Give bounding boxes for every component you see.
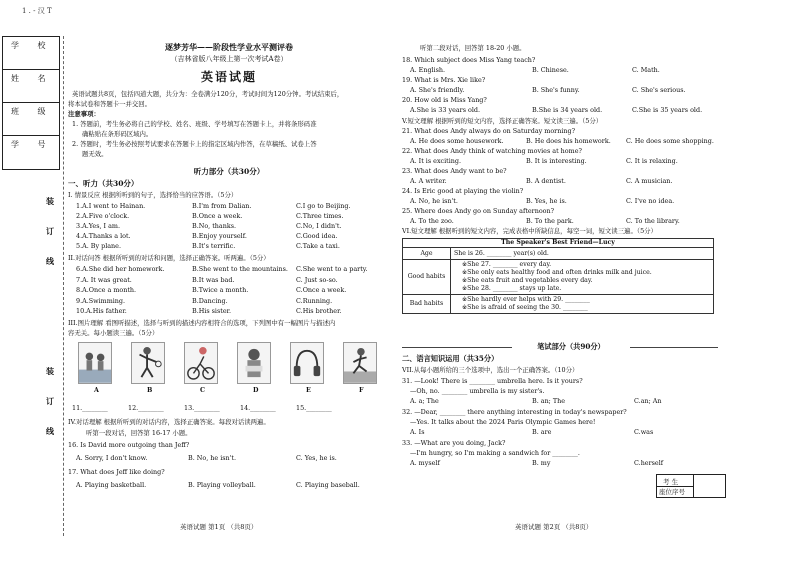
option[interactable]: C. Yes, he is.	[296, 454, 337, 462]
option[interactable]: B.Enjoy yourself.	[192, 232, 247, 240]
exam-series: 逐梦芳华——阶段性学业水平测评卷	[165, 42, 293, 52]
binding-line	[63, 36, 64, 536]
question: 25. Where does Andy go on Sunday afternoon?	[402, 207, 555, 215]
option[interactable]: C.She went to a party.	[296, 265, 368, 273]
binding-char: 线	[46, 426, 54, 436]
option[interactable]: A. It is exciting.	[410, 157, 462, 165]
right-column	[402, 44, 726, 514]
option[interactable]: B.It was bad.	[192, 275, 235, 284]
option[interactable]: A. English.	[410, 66, 446, 74]
question: 21. What does Andy always do on Saturday morning?	[402, 127, 576, 135]
picture-d	[237, 342, 271, 384]
question: 19. What is Mrs. Xie like?	[402, 76, 486, 84]
question: 18. Which subject does Miss Yang teach?	[402, 56, 536, 64]
option[interactable]: B. are	[532, 428, 552, 436]
notice-item: 2. 答题时，考生务必按照考试要求在答题卡上的指定区域内作答，在草稿纸、试卷上答	[72, 140, 317, 148]
table-row-label: Good habits	[403, 260, 451, 295]
option[interactable]: B. Chinese.	[532, 66, 569, 74]
notice-title: 注意事项：	[68, 110, 100, 118]
name-label: 姓 名	[11, 74, 54, 83]
instruction: 听第一段对话，回答第 16-17 小题。	[86, 429, 192, 437]
notice-item: 确粘贴在条形码区域内。	[82, 130, 153, 138]
girl-reading-icon	[238, 343, 270, 383]
option[interactable]: 6.A.She did her homework.	[76, 265, 165, 273]
picture-label: D	[253, 387, 259, 394]
wave-people-icon	[79, 343, 111, 383]
binding-char: 线	[46, 256, 54, 266]
option[interactable]: B.Dancing.	[192, 296, 228, 305]
option[interactable]: C.herself	[634, 459, 664, 467]
option[interactable]: C.Once a week.	[296, 286, 347, 294]
question: 17. What does Jeff like doing?	[68, 468, 165, 476]
option[interactable]: A. No, he isn't.	[410, 197, 458, 205]
binding-char: 装	[46, 196, 54, 206]
option[interactable]: C. I've no idea.	[626, 197, 675, 205]
school-field[interactable]	[3, 37, 59, 70]
student-info-box	[2, 36, 60, 170]
instruction: III.图片理解 看图听描述，选择与听到的描述内容相符合的选项，下列图中有一幅图片与描述内	[68, 319, 336, 327]
option[interactable]: 3.A.Yes, I am.	[76, 222, 120, 230]
seat-label: 座位序号	[659, 488, 685, 496]
option[interactable]: 10.A.His father.	[76, 307, 127, 315]
question: —I'm hungry, so I'm making a sandwich for ________.	[410, 449, 580, 457]
option[interactable]: C.No, I didn't.	[296, 222, 342, 230]
table-row-label: Age	[403, 248, 451, 260]
option[interactable]: B.Twice a month.	[192, 286, 249, 294]
question: 32. —Dear, ________ there anything interesting in today's newspaper?	[402, 408, 627, 416]
option[interactable]: C. To the library.	[626, 217, 680, 225]
question: 24. Is Eric good at playing the violin?	[402, 187, 524, 195]
option[interactable]: C. Just so-so.	[296, 275, 338, 284]
option[interactable]: B. my	[532, 459, 551, 467]
option[interactable]: 2.A.Five o'clock.	[76, 212, 130, 220]
option[interactable]: C.Take a taxi.	[296, 242, 340, 250]
option[interactable]: C.His brother.	[296, 307, 342, 315]
option[interactable]: B. To the park.	[526, 217, 574, 225]
written-part-title: 笔试部分（共90分）	[537, 342, 605, 351]
question: 31. —Look! There is ________ umbrella here. Is it yours?	[402, 377, 583, 385]
table-cell[interactable]: ※She is afraid of seeing the 30. ________	[462, 304, 588, 311]
option[interactable]: B. She's funny.	[532, 86, 580, 94]
table-cell[interactable]: ※She 28. ________ stays up late.	[462, 285, 562, 292]
instruction: VII.从每小题所给的三个选项中，选出一个正确答案。（10分）	[402, 366, 579, 374]
option[interactable]: A. He does some housework.	[410, 137, 504, 145]
option[interactable]: B.She went to the mountains.	[192, 265, 288, 273]
instruction: I. 情景反应 根据所听到的句子，选择恰当的应答语。（5分）	[68, 191, 238, 199]
option[interactable]: B. It is interesting.	[526, 157, 587, 165]
option[interactable]: B. No, he isn't.	[188, 454, 236, 462]
instruction: 听第二段对话，回答第 18-20 小题。	[420, 44, 526, 52]
question: —Oh, no. ________ umbrella is my sister's.	[410, 387, 545, 395]
instruction: V.短文理解 根据听到的短文内容，选择正确答案。短文读三遍。（5分）	[402, 117, 603, 125]
picture-label: E	[306, 387, 311, 394]
notice-item: 题无效。	[82, 150, 108, 158]
binding-char: 订	[46, 396, 54, 406]
name-field[interactable]	[3, 70, 59, 103]
option[interactable]: 7.A. It was great.	[76, 275, 132, 284]
seat-number-box	[656, 474, 726, 498]
divider	[657, 486, 693, 487]
instruction: VI.短文理解 根据听到的短文内容，完成表格中所缺信息，每空一词，短文读三遍。（5分）	[402, 227, 657, 235]
seat-label: 考 生	[663, 478, 679, 486]
page-title: 英语试题	[200, 70, 257, 84]
option[interactable]: A. Playing basketball.	[76, 481, 147, 489]
option[interactable]: B.No, thanks.	[192, 222, 237, 230]
question: 23. What does Andy want to be?	[402, 167, 507, 175]
option[interactable]: B.She is 34 years old.	[532, 106, 603, 114]
table-row-label: Bad habits	[403, 295, 451, 314]
binding-char: 装	[46, 366, 54, 376]
option[interactable]: 1.A.I went to Hainan.	[76, 202, 146, 210]
question: 16. Is David more outgoing than Jeff?	[68, 441, 190, 449]
table-cell: ※She only eats healthy food and often drinks milk and juice.	[462, 269, 652, 276]
option[interactable]: C.I go to Beijing.	[296, 202, 351, 210]
cyclist-icon	[185, 343, 217, 383]
question: 33. —What are you doing, Jack?	[402, 439, 506, 447]
instruction: 容无关。每小题读三遍。（5分）	[68, 329, 159, 337]
option[interactable]: A. To the zoo.	[410, 217, 454, 225]
tennis-player-icon	[132, 343, 164, 383]
option[interactable]: A. A writer.	[410, 177, 447, 185]
option[interactable]: C.Good idea.	[296, 232, 338, 240]
option[interactable]: C.Three times.	[296, 212, 344, 220]
class-field[interactable]	[3, 103, 59, 136]
option[interactable]: A. a; The	[410, 397, 439, 405]
option[interactable]: A. Is	[410, 428, 425, 436]
option[interactable]: C.was	[634, 428, 654, 436]
answer-blank[interactable]: 11.________	[72, 404, 108, 412]
option[interactable]: C. Playing baseball.	[296, 481, 360, 489]
number-field[interactable]	[3, 136, 59, 169]
question: 20. How old is Miss Yang?	[402, 96, 487, 104]
class-label: 班 级	[11, 107, 54, 116]
option[interactable]: B.Once a week.	[192, 212, 243, 220]
instruction: II.对话问答 根据所听到的对话和问题，选择正确答案。听两遍。（5分）	[68, 254, 270, 262]
intro-line: 将本试卷和答题卡一并交回。	[68, 100, 152, 108]
answer-blank[interactable]: 15.________	[296, 404, 332, 412]
option[interactable]: B. A dentist.	[526, 177, 566, 185]
option[interactable]: C. A musician.	[626, 177, 673, 185]
answer-blank[interactable]: 14.________	[240, 404, 276, 412]
top-strip: 1 . ‐ 汉 T	[22, 7, 52, 15]
divider	[630, 347, 718, 348]
page-footer: 英语试题 第1页 （共8页）	[180, 523, 258, 531]
runner-icon	[344, 343, 376, 383]
option[interactable]: B.It's terrific.	[192, 242, 236, 250]
table-cell[interactable]: She is 26. ________ year(s) old.	[451, 248, 714, 260]
intro-line: 英语试题共8页，包括四道大题，共分为：全卷满分120分，考试时间为120分钟。考试结束后，	[72, 90, 344, 98]
option[interactable]: B.I'm from Dalian.	[192, 202, 252, 210]
option[interactable]: A.She is 33 years old.	[410, 106, 481, 114]
table-title: The Speaker's Best Friend—Lucy	[403, 239, 714, 248]
option[interactable]: B. an; The	[532, 397, 566, 405]
option[interactable]: A. Sorry, I don't know.	[76, 454, 148, 462]
number-label: 学 号	[11, 140, 54, 149]
headphones-icon	[291, 343, 323, 383]
option[interactable]: C.an; An	[634, 397, 662, 405]
option[interactable]: A. She's friendly.	[410, 86, 465, 94]
picture-f	[343, 342, 377, 384]
option[interactable]: C. Math.	[632, 66, 660, 74]
listening-part-title: 听力部分（共30分）	[193, 167, 265, 176]
question: —Yes. It talks about the 2024 Paris Olympic Games here!	[410, 418, 596, 426]
picture-label: F	[359, 387, 364, 394]
picture-label: B	[147, 387, 153, 394]
binding-char: 订	[46, 226, 54, 236]
table-cell[interactable]: ※She 27. ________ every day.	[462, 261, 552, 268]
speaker-table	[402, 238, 714, 314]
question: 22. What does Andy think of watching movies at home?	[402, 147, 582, 155]
answer-blank[interactable]: 13.________	[184, 404, 220, 412]
option[interactable]: B.His sister.	[192, 307, 231, 315]
picture-e	[290, 342, 324, 384]
exam-edition: （吉林省版八年级上第一次考试A卷）	[170, 55, 288, 63]
option[interactable]: C.Running.	[296, 296, 333, 305]
page-footer: 英语试题 第2页 （共8页）	[515, 523, 593, 531]
section-title: 一、听力（共30分）	[68, 179, 139, 188]
option[interactable]: C. It is relaxing.	[626, 157, 678, 165]
answer-blank[interactable]: 12.________	[128, 404, 164, 412]
school-label: 学 校	[11, 41, 54, 50]
picture-c	[184, 342, 218, 384]
option[interactable]: C. She's serious.	[632, 86, 686, 94]
option[interactable]: B. He does his homework.	[526, 137, 611, 145]
picture-a	[78, 342, 112, 384]
option[interactable]: B. Playing volleyball.	[188, 481, 256, 489]
table-cell: ※She eats fruit and vegetables every day.	[462, 277, 593, 284]
option[interactable]: C. He does some shopping.	[626, 137, 714, 145]
left-column	[68, 38, 390, 518]
notice-item: 1. 答题前，考生务必将自己的学校、姓名、班级、学号填写在答题卡上，并将条形码准	[72, 120, 317, 128]
option[interactable]: 9.A.Swimming.	[76, 296, 126, 305]
option[interactable]: 5.A. By plane.	[76, 242, 121, 250]
option[interactable]: 8.A.Once a month.	[76, 286, 137, 294]
option[interactable]: B. Yes, he is.	[526, 197, 567, 205]
section-title: 二、语言知识运用（共35分）	[402, 354, 499, 363]
divider	[693, 475, 694, 497]
table-cell[interactable]: ※She hardly ever helps with 29. ________	[462, 296, 590, 303]
divider	[402, 347, 512, 348]
option[interactable]: 4.A.Thanks a lot.	[76, 232, 131, 240]
picture-b	[131, 342, 165, 384]
option[interactable]: A. myself	[410, 459, 440, 467]
option[interactable]: C.She is 35 years old.	[632, 106, 703, 114]
instruction: IV.对话理解 根据所听到的对话内容，选择正确答案。每段对话读两遍。	[68, 418, 270, 426]
picture-label: C	[200, 387, 206, 394]
picture-label: A	[94, 387, 99, 394]
